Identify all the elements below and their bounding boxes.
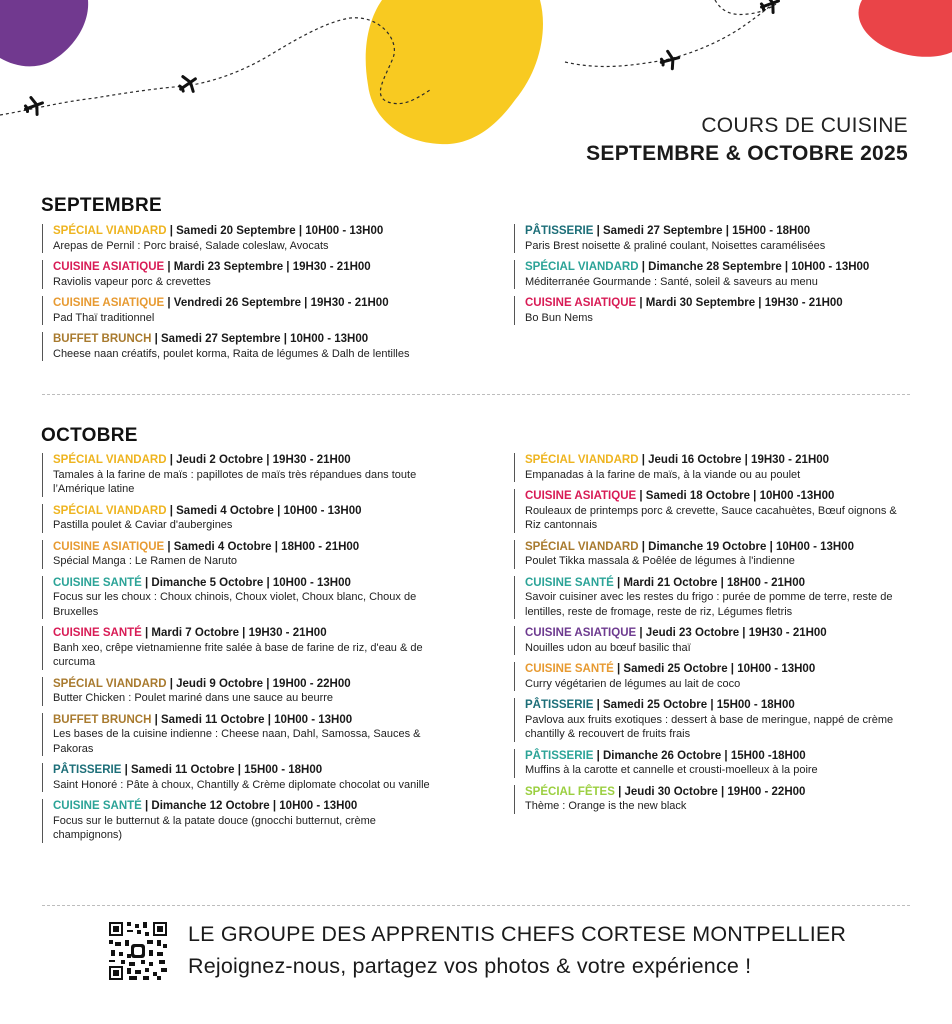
event-category: CUISINE SANTÉ <box>53 627 142 639</box>
event-category: CUISINE SANTÉ <box>525 663 614 675</box>
event-category: CUISINE ASIATIQUE <box>53 297 165 309</box>
event-date-time: | Samedi 11 Octobre | 15H00 - 18H00 <box>121 764 323 776</box>
event-category: CUISINE ASIATIQUE <box>525 297 637 309</box>
event-item <box>514 749 914 778</box>
event-date-time: | Jeudi 16 Octobre | 19H30 - 21H00 <box>638 454 830 466</box>
event-heading <box>525 296 914 311</box>
event-description: Spécial Manga : Le Ramen de Naruto <box>53 555 238 567</box>
event-category: SPÉCIAL FÊTES <box>525 785 615 798</box>
airplane-icon <box>659 49 681 71</box>
event-description: Arepas de Pernil : Porc braisé, Salade coleslaw, Avocats <box>53 239 329 252</box>
event-item <box>42 224 442 253</box>
event-item <box>42 296 442 325</box>
footer <box>108 920 868 980</box>
event-date-time: | Vendredi 26 Septembre | 19H30 - 21H00 <box>164 297 389 309</box>
event-description: Muffins à la carotte et cannelle et crousti-moelleux à la poire <box>525 764 818 776</box>
event-description: Empanadas à la farine de maïs, à la viande ou au poulet <box>525 468 801 481</box>
event-item <box>514 224 914 253</box>
event-date-time: | Dimanche 19 Octobre | 10H00 - 13H00 <box>638 540 854 553</box>
event-date-time: | Samedi 4 Octobre | 18H00 - 21H00 <box>164 540 360 553</box>
event-item <box>42 453 442 497</box>
event-category: PÂTISSERIE <box>525 225 594 237</box>
event-heading <box>53 713 442 728</box>
event-item <box>514 489 914 533</box>
event-category: SPÉCIAL VIANDARD <box>525 540 639 553</box>
event-date-time: | Dimanche 26 Octobre | 15H00 -18H00 <box>593 749 806 762</box>
event-date-time: | Jeudi 30 Octobre | 19H00 - 22H00 <box>614 785 806 798</box>
event-item <box>514 698 914 742</box>
event-heading <box>525 576 914 591</box>
event-item <box>42 576 442 620</box>
header-subtitle: SEPTEMBRE & OCTOBRE 2025 <box>586 142 908 165</box>
event-item <box>514 785 914 814</box>
event-category: CUISINE ASIATIQUE <box>525 490 637 502</box>
yellow-blob <box>366 0 543 144</box>
event-category: SPÉCIAL VIANDARD <box>53 454 167 466</box>
events-septembre-left <box>42 224 442 368</box>
event-item <box>42 763 442 792</box>
event-item <box>514 296 914 325</box>
event-category: BUFFET BRUNCH <box>53 333 152 345</box>
event-category: CUISINE SANTÉ <box>53 800 142 812</box>
event-item <box>42 540 442 569</box>
event-description: Bo Bun Nems <box>525 311 593 324</box>
events-octobre-left <box>42 453 442 850</box>
event-heading <box>525 489 914 504</box>
event-date-time: | Samedi 20 Septembre | 10H00 - 13H00 <box>166 225 384 237</box>
event-heading <box>53 763 442 778</box>
event-date-time: | Mardi 7 Octobre | 19H30 - 21H00 <box>141 627 327 639</box>
event-heading <box>525 785 914 800</box>
event-heading <box>525 698 914 713</box>
event-description: Savoir cuisiner avec les restes du frigo : purée de pomme de terre, reste de lentilles, reste de fromage, reste de riz, Légumes fletris <box>525 591 893 618</box>
event-item <box>42 799 442 843</box>
footer-title: LE GROUPE DES APPRENTIS CHEFS CORTESE MONTPELLIER <box>188 922 847 946</box>
event-date-time: | Mardi 30 Septembre | 19H30 - 21H00 <box>636 297 843 309</box>
flight-path-top <box>715 0 776 14</box>
event-item <box>42 713 442 757</box>
event-item <box>514 453 914 482</box>
event-description: Focus sur le butternut & la patate douce (gnocchi butternut, crème champignons) <box>53 814 376 841</box>
event-date-time: | Samedi 25 Octobre | 15H00 - 18H00 <box>593 699 795 711</box>
events-octobre-right <box>514 453 914 821</box>
footer-subtitle: Rejoignez-nous, partagez vos photos & votre expérience ! <box>188 954 752 978</box>
event-date-time: | Jeudi 2 Octobre | 19H30 - 21H00 <box>166 454 351 466</box>
event-category: PÂTISSERIE <box>525 699 594 711</box>
event-item <box>514 260 914 289</box>
event-heading <box>53 332 442 347</box>
event-category: PÂTISSERIE <box>525 749 594 762</box>
event-item <box>42 260 442 289</box>
red-blob <box>859 0 952 57</box>
event-category: SPÉCIAL VIANDARD <box>53 225 167 237</box>
event-heading <box>525 662 914 677</box>
event-category: SPÉCIAL VIANDARD <box>525 454 639 466</box>
event-date-time: | Dimanche 5 Octobre | 10H00 - 13H00 <box>141 576 351 589</box>
event-description: Saint Honoré : Pâte à choux, Chantilly & Crème diplomate chocolat ou vanille <box>53 778 430 791</box>
event-date-time: | Samedi 27 Septembre | 15H00 - 18H00 <box>593 225 811 237</box>
event-category: CUISINE SANTÉ <box>53 576 142 589</box>
event-heading <box>53 260 442 275</box>
event-description: Pavlova aux fruits exotiques : dessert à base de meringue, nappé de crème chantilly & recouvert de fruits frais <box>525 713 894 740</box>
event-item <box>514 626 914 655</box>
events-septembre-right <box>514 224 914 332</box>
qr-code-icon[interactable] <box>108 922 168 980</box>
event-heading <box>53 799 442 814</box>
event-date-time: | Samedi 27 Septembre | 10H00 - 13H00 <box>151 333 369 345</box>
month-title-octobre: OCTOBRE <box>41 425 138 446</box>
section-divider <box>42 394 910 395</box>
event-description: Les bases de la cuisine indienne : Cheese naan, Dahl, Samossa, Sauces & Pakoras <box>53 728 421 755</box>
event-description: Poulet Tikka massala & Poêlée de légumes à l'indienne <box>525 555 795 567</box>
event-heading <box>53 540 442 555</box>
event-heading <box>53 626 442 641</box>
event-description: Rouleaux de printemps porc & crevette, Sauce cacahuètes, Bœuf oignons & Riz cantonnais <box>525 504 897 531</box>
event-description: Nouilles udon au bœuf basilic thaï <box>525 641 691 654</box>
event-date-time: | Samedi 11 Octobre | 10H00 - 13H00 <box>151 713 353 726</box>
event-heading <box>525 749 914 764</box>
header-title: COURS DE CUISINE <box>701 114 908 137</box>
event-description: Pad Thaï traditionnel <box>53 311 155 324</box>
event-category: SPÉCIAL VIANDARD <box>53 677 167 690</box>
event-category: BUFFET BRUNCH <box>53 713 152 726</box>
event-description: Banh xeo, crêpe vietnamienne frite salée à base de farine de riz, d'eau & de curcuma <box>53 641 423 668</box>
event-heading <box>53 224 442 239</box>
event-heading <box>53 296 442 311</box>
footer-divider <box>42 905 910 906</box>
event-item <box>42 626 442 670</box>
event-description: Tamales à la farine de maïs : papillotes de maïs très répandues dans toute l’Amérique latine <box>53 468 417 495</box>
event-heading <box>53 576 442 591</box>
event-category: CUISINE ASIATIQUE <box>525 627 637 639</box>
event-heading <box>525 260 914 275</box>
event-date-time: | Samedi 25 Octobre | 10H00 - 13H00 <box>613 663 816 675</box>
event-description: Méditerranée Gourmande : Santé, soleil & saveurs au menu <box>525 275 818 288</box>
event-date-time: | Jeudi 23 Octobre | 19H30 - 21H00 <box>636 627 827 639</box>
event-date-time: | Mardi 21 Octobre | 18H00 - 21H00 <box>613 576 805 589</box>
event-date-time: | Dimanche 12 Octobre | 10H00 - 13H00 <box>141 800 358 812</box>
event-heading <box>525 453 914 468</box>
event-heading <box>53 677 442 692</box>
event-item <box>514 576 914 620</box>
event-item <box>42 332 442 361</box>
event-item <box>514 540 914 569</box>
event-description: Curry végétarien de légumes au lait de coco <box>525 677 741 690</box>
event-category: CUISINE SANTÉ <box>525 576 614 589</box>
event-date-time: | Dimanche 28 Septembre | 10H00 - 13H00 <box>638 261 870 273</box>
airplane-icon <box>22 94 45 117</box>
event-category: PÂTISSERIE <box>53 764 122 776</box>
event-heading <box>525 540 914 555</box>
event-date-time: | Samedi 4 Octobre | 10H00 - 13H00 <box>166 504 362 517</box>
event-item <box>514 662 914 691</box>
month-title-septembre: SEPTEMBRE <box>41 195 162 216</box>
purple-blob <box>0 0 88 66</box>
event-description: Thème : Orange is the new black <box>525 800 687 812</box>
event-description: Cheese naan créatifs, poulet korma, Raita de légumes & Dalh de lentilles <box>53 347 410 360</box>
event-heading <box>53 504 442 519</box>
event-item <box>42 504 442 533</box>
event-date-time: | Jeudi 9 Octobre | 19H00 - 22H00 <box>166 677 351 690</box>
event-date-time: | Mardi 23 Septembre | 19H30 - 21H00 <box>164 261 371 273</box>
event-category: SPÉCIAL VIANDARD <box>525 261 639 273</box>
event-description: Raviolis vapeur porc & crevettes <box>53 275 211 288</box>
event-category: CUISINE ASIATIQUE <box>53 540 165 553</box>
event-heading <box>525 626 914 641</box>
event-item <box>42 677 442 706</box>
page-header <box>586 114 908 166</box>
event-date-time: | Samedi 18 Octobre | 10H00 -13H00 <box>636 490 835 502</box>
event-description: Paris Brest noisette & praliné coulant, Noisettes caramélisées <box>525 239 826 252</box>
event-description: Butter Chicken : Poulet mariné dans une sauce au beurre <box>53 692 334 704</box>
event-heading <box>53 453 442 468</box>
event-category: SPÉCIAL VIANDARD <box>53 504 167 517</box>
event-heading <box>525 224 914 239</box>
event-description: Focus sur les choux : Choux chinois, Choux violet, Choux blanc, Choux de Bruxelles <box>53 591 417 618</box>
event-description: Pastilla poulet & Caviar d'aubergines <box>53 519 233 531</box>
event-category: CUISINE ASIATIQUE <box>53 261 165 273</box>
